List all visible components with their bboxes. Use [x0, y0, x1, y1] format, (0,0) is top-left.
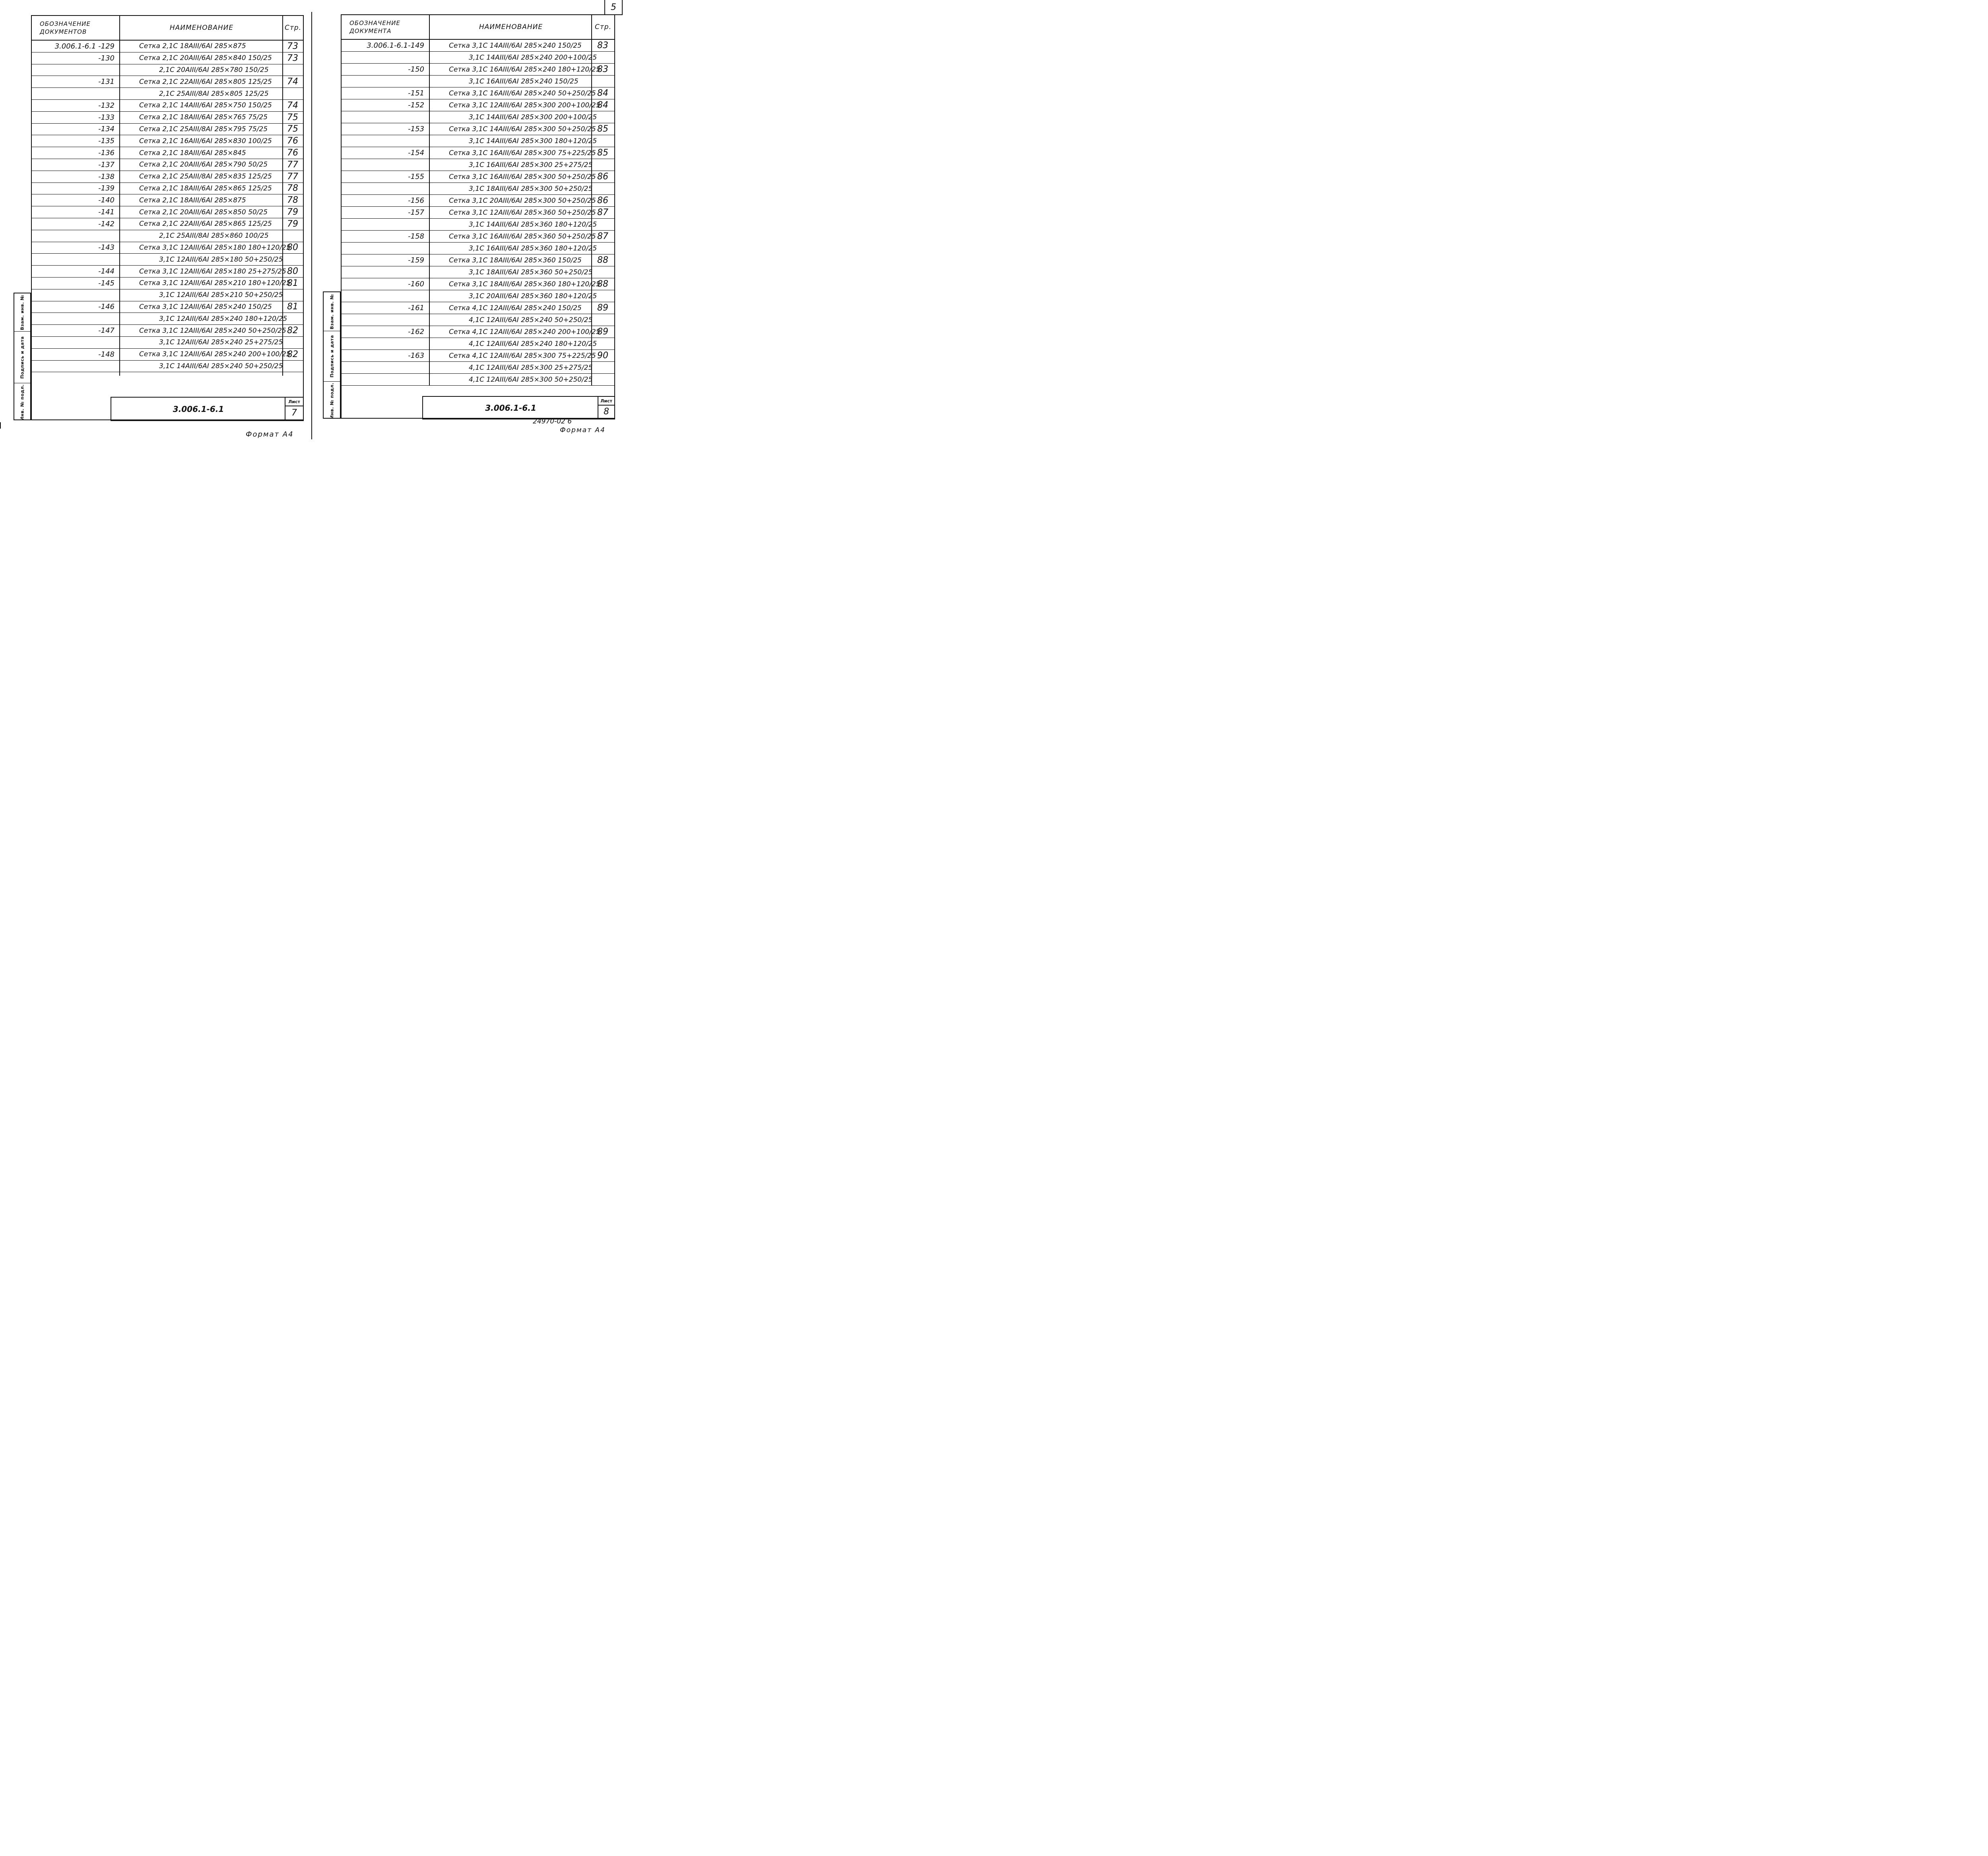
right-row-name: Сетка 3,1С 12AIII/6AI 285×360 50+250/25	[449, 208, 596, 217]
right-table-row	[342, 76, 614, 87]
right-row-page	[591, 111, 614, 123]
left-row-name: Сетка 3,1С 12AIII/6AI 285×180 180+120/25	[139, 243, 291, 252]
left-side-label-2: Подпись и дата	[19, 336, 25, 379]
left-row-name: Сетка 2,1С 20AIII/6AI 285×840 150/25	[139, 54, 272, 62]
left-row-name: Сетка 3,1С 12AIII/6AI 285×240 50+250/25	[139, 326, 286, 335]
right-table-row	[342, 99, 614, 111]
left-row-name: Сетка 2,1С 18AIII/6AI 285×875	[139, 196, 246, 204]
right-row-page: 84	[597, 88, 608, 98]
right-row-name: 3,1С 14AIII/6AI 285×360 180+120/25	[469, 220, 597, 229]
right-row-name: Сетка 3,1С 14AIII/6AI 285×300 50+250/25	[449, 125, 596, 133]
left-table-row	[32, 206, 303, 218]
left-row-page: 76	[287, 148, 298, 158]
right-row-code: -153	[408, 125, 424, 133]
left-table-row	[32, 266, 303, 278]
left-row-page: 78	[287, 183, 298, 194]
left-row-code: -144	[98, 267, 115, 276]
left-row-page	[282, 361, 303, 372]
right-row-code: -160	[408, 280, 424, 288]
right-row-name: 4,1С 12AIII/6AI 285×240 50+250/25	[469, 316, 593, 324]
left-table-row	[32, 64, 303, 76]
right-row-code	[342, 183, 429, 194]
right-table-row	[342, 207, 614, 219]
left-row-code: -132	[98, 101, 115, 110]
left-table-row	[32, 41, 303, 52]
right-sheet-cell	[598, 397, 614, 419]
right-row-code	[342, 111, 429, 123]
left-table-row	[32, 361, 303, 373]
right-table-row	[342, 52, 614, 64]
left-row-code	[32, 254, 119, 265]
right-row-name: Сетка 3,1С 16AIII/6AI 285×300 50+250/25	[449, 173, 596, 181]
left-row-page: 75	[287, 124, 298, 134]
left-row-page: 82	[287, 349, 298, 359]
right-row-page	[591, 219, 614, 230]
left-row-page: 75	[287, 112, 298, 122]
right-row-page: 89	[597, 327, 608, 337]
right-table-row	[342, 219, 614, 231]
right-side-signature	[324, 331, 340, 382]
right-row-code	[342, 159, 429, 171]
left-row-page: 79	[287, 219, 298, 229]
right-table-row	[342, 278, 614, 290]
right-row-page	[591, 243, 614, 254]
right-row-page	[591, 266, 614, 278]
left-table-row	[32, 278, 303, 289]
left-sheet-cell	[285, 398, 303, 420]
right-row-name: Сетка 3,1С 16AIII/6AI 285×360 50+250/25	[449, 232, 596, 241]
right-sheet	[341, 14, 615, 419]
left-row-code: -148	[98, 350, 115, 359]
right-row-code	[342, 290, 429, 302]
left-row-code: -147	[98, 326, 115, 335]
left-table-row	[32, 313, 303, 325]
left-row-code: -136	[98, 149, 115, 157]
right-sheet-number: 8	[604, 407, 609, 417]
right-row-page	[591, 362, 614, 373]
right-row-name: Сетка 4,1С 12AIII/6AI 285×240 150/25	[449, 304, 582, 312]
left-side-strip	[14, 293, 31, 420]
left-row-name: Сетка 2,1С 18AIII/6AI 285×875	[139, 42, 246, 50]
right-row-page	[591, 135, 614, 147]
left-row-code: -146	[98, 303, 115, 311]
right-row-page	[591, 159, 614, 171]
left-row-page: 73	[287, 41, 298, 51]
right-header-code: ОБОЗНАЧЕНИЕ ДОКУМЕНТА	[349, 19, 400, 35]
left-row-name: Сетка 3,1С 12AIII/6AI 285×240 200+100/25	[139, 350, 291, 359]
left-row-code: -140	[98, 196, 115, 205]
left-row-code	[32, 88, 119, 99]
left-row-code: -138	[98, 172, 115, 181]
right-header-name: НАИМЕНОВАНИЕ	[479, 23, 543, 31]
right-table-row	[342, 183, 614, 195]
left-side-label-1: Инв. № подл.	[19, 384, 25, 421]
right-row-page: 87	[597, 208, 608, 217]
left-row-page	[282, 88, 303, 99]
left-table-row	[32, 88, 303, 100]
left-row-page	[282, 230, 303, 242]
left-row-code: -137	[98, 160, 115, 169]
right-table-row	[342, 302, 614, 314]
right-row-name: 4,1С 12AIII/6AI 285×300 25+275/25	[469, 363, 593, 372]
right-row-code	[342, 243, 429, 254]
left-title-block	[111, 397, 304, 421]
left-row-page: 80	[287, 243, 298, 253]
right-row-name: 4,1С 12AIII/6AI 285×300 50+250/25	[469, 375, 593, 384]
left-table-row	[32, 254, 303, 266]
right-table-row	[342, 326, 614, 338]
right-table-row	[342, 338, 614, 350]
right-row-page: 85	[597, 124, 608, 134]
left-header-code: ОБОЗНАЧЕНИЕ ДОКУМЕНТОВ	[40, 20, 91, 35]
right-row-code: -152	[408, 101, 424, 109]
right-row-code: -150	[408, 65, 424, 74]
right-row-name: 3,1С 16AIII/6AI 285×360 180+120/25	[469, 244, 597, 252]
right-table-row	[342, 87, 614, 99]
left-sheet-number: 7	[291, 408, 297, 418]
left-row-name: Сетка 2,1С 14AIII/6AI 285×750 150/25	[139, 101, 272, 110]
right-row-page: 86	[597, 172, 608, 182]
right-row-code: -155	[408, 173, 424, 181]
right-row-name: Сетка 3,1С 18AIII/6AI 285×360 150/25	[449, 256, 582, 264]
right-row-page: 84	[597, 100, 608, 110]
right-format-note: Формат А4	[560, 426, 606, 434]
left-row-name: Сетка 3,1С 12AIII/6AI 285×210 180+120/25	[139, 279, 291, 287]
right-row-page: 85	[597, 148, 608, 158]
right-side-strip	[323, 291, 341, 419]
left-row-name: 2,1С 25AIII/8AI 285×860 100/25	[159, 232, 269, 240]
left-row-code	[32, 337, 119, 348]
right-row-code	[342, 266, 429, 278]
right-row-code: -154	[408, 149, 424, 157]
right-table-row	[342, 243, 614, 254]
right-side-exchange	[324, 292, 340, 331]
right-row-name: Сетка 3,1С 16AIII/6AI 285×240 50+250/25	[449, 89, 596, 97]
right-row-page	[591, 374, 614, 385]
left-row-page: 82	[287, 326, 298, 336]
right-row-name: Сетка 3,1С 18AIII/6AI 285×360 180+120/25	[449, 280, 600, 288]
right-row-name: Сетка 4,1С 12AIII/6AI 285×300 75+225/25	[449, 351, 596, 360]
right-side-label-1: Инв. № подл.	[329, 382, 334, 419]
right-row-page	[591, 290, 614, 302]
right-side-inventory	[324, 382, 340, 419]
left-row-page	[282, 337, 303, 348]
right-table-row	[342, 147, 614, 159]
left-table-header	[32, 16, 303, 41]
right-row-page	[591, 76, 614, 87]
left-table-row	[32, 337, 303, 349]
left-row-name: 3,1С 12AIII/6AI 285×210 50+250/25	[159, 291, 283, 299]
left-row-page: 73	[287, 53, 298, 63]
right-row-name: 4,1С 12AIII/6AI 285×240 180+120/25	[469, 340, 597, 348]
right-table-row	[342, 350, 614, 362]
right-row-name: Сетка 3,1С 16AIII/6AI 285×240 180+120/25	[449, 65, 600, 74]
right-table-row	[342, 195, 614, 207]
left-row-code	[32, 64, 119, 76]
right-header-page: Стр.	[595, 23, 612, 31]
left-row-page: 77	[287, 171, 298, 182]
right-row-page: 90	[597, 351, 608, 361]
right-row-name: Сетка 3,1С 16AIII/6AI 285×300 75+225/25	[449, 149, 596, 157]
left-row-name: Сетка 2,1С 18AIII/6AI 285×865 125/25	[139, 184, 272, 192]
edge-mark	[0, 422, 1, 429]
right-row-code	[342, 374, 429, 385]
left-row-name: Сетка 2,1С 16AIII/6AI 285×830 100/25	[139, 137, 272, 145]
left-row-page: 79	[287, 207, 298, 217]
right-row-name: 3,1С 14AIII/6AI 285×300 180+120/25	[469, 137, 597, 145]
left-row-code	[32, 361, 119, 372]
right-side-label-2: Подпись и дата	[329, 335, 334, 378]
left-row-name: Сетка 2,1С 22AIII/6AI 285×805 125/25	[139, 78, 272, 86]
right-row-page	[591, 338, 614, 349]
left-table-row	[32, 218, 303, 230]
right-row-name: Сетка 3,1С 12AIII/6AI 285×300 200+100/25	[449, 101, 600, 109]
left-table-row	[32, 112, 303, 124]
left-row-code: -130	[98, 54, 115, 62]
right-row-page: 88	[597, 255, 608, 265]
left-row-code: -131	[98, 78, 115, 86]
left-row-page	[282, 313, 303, 324]
right-row-code: -158	[408, 232, 424, 241]
right-table-row	[342, 362, 614, 374]
right-row-code	[342, 314, 429, 326]
right-table-row	[342, 135, 614, 147]
right-row-code: -151	[408, 89, 424, 97]
right-row-page	[591, 52, 614, 63]
right-row-code: -159	[408, 256, 424, 264]
left-table-row	[32, 242, 303, 254]
fold-line	[311, 12, 312, 439]
right-row-name: 3,1С 18AIII/6AI 285×300 50+250/25	[469, 184, 593, 193]
left-table-row	[32, 100, 303, 112]
right-row-name: 3,1С 16AIII/6AI 285×300 25+275/25	[469, 161, 593, 169]
left-row-page	[282, 64, 303, 76]
right-row-code: -162	[408, 328, 424, 336]
right-row-page	[591, 183, 614, 194]
left-row-name: 3,1С 12AIII/6AI 285×240 25+275/25	[159, 338, 283, 347]
right-row-name: 3,1С 20AIII/6AI 285×360 180+120/25	[469, 292, 597, 300]
right-table-row	[342, 254, 614, 266]
right-table-row	[342, 374, 614, 386]
right-table-row	[342, 64, 614, 76]
left-row-code: -135	[98, 137, 115, 146]
right-row-code	[342, 52, 429, 63]
left-row-code	[32, 313, 119, 324]
left-table-row	[32, 301, 303, 313]
left-row-page: 74	[287, 100, 298, 111]
left-row-code: -141	[98, 208, 115, 217]
left-table-row	[32, 159, 303, 171]
left-table-row	[32, 289, 303, 301]
left-table-row	[32, 183, 303, 195]
right-sheet-label: Лист	[598, 397, 614, 406]
left-row-name: Сетка 2,1С 25AIII/8AI 285×795 75/25	[139, 125, 268, 133]
left-table-row	[32, 194, 303, 206]
left-row-code	[32, 230, 119, 242]
right-row-code	[342, 135, 429, 147]
right-bottom-number: 24970-02 6	[533, 417, 572, 425]
left-table-row	[32, 52, 303, 64]
left-row-page: 78	[287, 195, 298, 206]
left-row-code: -142	[98, 219, 115, 228]
right-row-code: -157	[408, 208, 424, 217]
right-row-page: 83	[597, 64, 608, 74]
right-row-page: 88	[597, 279, 608, 289]
right-row-page: 83	[597, 41, 608, 50]
left-row-page: 74	[287, 77, 298, 87]
left-row-code: -143	[98, 243, 115, 252]
right-row-code: -163	[408, 351, 424, 360]
right-table-row	[342, 40, 614, 52]
right-row-name: 3,1С 14AIII/6AI 285×300 200+100/25	[469, 113, 597, 121]
right-row-page: 86	[597, 196, 608, 206]
left-table-row	[32, 230, 303, 242]
right-table-row	[342, 123, 614, 135]
right-title-block	[422, 396, 615, 419]
left-table-row	[32, 171, 303, 183]
right-row-name: Сетка 4,1С 12AIII/6AI 285×240 200+100/25	[449, 328, 600, 336]
left-row-name: 2,1С 20AIII/6AI 285×780 150/25	[159, 66, 269, 74]
left-row-code: 3.006.1-6.1 -129	[54, 42, 115, 50]
left-format-note: Формат А4	[246, 430, 294, 439]
left-row-page	[282, 254, 303, 265]
left-doc-number: 3.006.1-6.1	[173, 404, 224, 414]
right-row-name: 3,1С 14AIII/6AI 285×240 200+100/25	[469, 53, 597, 62]
left-row-name: 2,1С 25AIII/8AI 285×805 125/25	[159, 89, 269, 98]
left-table-row	[32, 124, 303, 136]
left-row-name: Сетка 2,1С 20AIII/6AI 285×850 50/25	[139, 208, 268, 216]
right-table-row	[342, 266, 614, 278]
right-row-name: Сетка 3,1С 20AIII/6AI 285×300 50+250/25	[449, 196, 596, 205]
right-side-label-3: Взам. инв. №	[329, 294, 334, 329]
left-row-code: -134	[98, 125, 115, 134]
corner-page-number: 5	[604, 0, 623, 15]
right-row-code: -161	[408, 304, 424, 312]
left-row-page	[282, 289, 303, 301]
left-table-row	[32, 325, 303, 337]
left-sheet-label: Лист	[285, 398, 303, 406]
right-table-row	[342, 159, 614, 171]
right-row-code: -156	[408, 196, 424, 205]
left-table-row	[32, 349, 303, 361]
right-table-row	[342, 171, 614, 183]
left-side-inventory	[14, 383, 30, 421]
left-header-page: Стр.	[285, 24, 301, 32]
left-row-page: 80	[287, 266, 298, 277]
left-row-name: Сетка 3,1С 12AIII/6AI 285×240 150/25	[139, 303, 272, 311]
left-row-page: 81	[287, 278, 298, 288]
left-row-name: Сетка 2,1С 22AIII/6AI 285×865 125/25	[139, 220, 272, 228]
right-row-code	[342, 362, 429, 373]
left-row-name: 3,1С 12AIII/6AI 285×240 180+120/25	[159, 315, 287, 323]
right-row-code	[342, 76, 429, 87]
left-row-name: Сетка 2,1С 20AIII/6AI 285×790 50/25	[139, 161, 268, 169]
left-row-name: Сетка 2,1С 25AIII/8AI 285×835 125/25	[139, 173, 272, 181]
right-table-row	[342, 111, 614, 123]
left-row-code	[32, 289, 119, 301]
left-side-signature	[14, 332, 30, 383]
right-table-row	[342, 231, 614, 243]
left-row-name: 3,1С 14AIII/6AI 285×240 50+250/25	[159, 362, 283, 370]
right-row-code	[342, 219, 429, 230]
right-row-page: 87	[597, 231, 608, 241]
right-table-header	[342, 15, 614, 40]
left-row-code: -133	[98, 113, 115, 122]
left-row-code: -145	[98, 279, 115, 287]
right-row-name: 3,1С 16AIII/6AI 285×240 150/25	[469, 77, 579, 85]
left-row-page: 77	[287, 159, 298, 170]
right-table-row	[342, 290, 614, 302]
right-row-name: Сетка 3,1С 14AIII/6AI 285×240 150/25	[449, 41, 582, 50]
left-side-exchange	[14, 293, 30, 332]
right-table-row	[342, 314, 614, 326]
left-table-row	[32, 76, 303, 88]
right-row-code	[342, 338, 429, 349]
left-row-name: Сетка 3,1С 12AIII/6AI 285×180 25+275/25	[139, 267, 286, 276]
left-row-code: -139	[98, 184, 115, 193]
right-row-name: 3,1С 18AIII/6AI 285×360 50+250/25	[469, 268, 593, 276]
left-row-name: 3,1С 12AIII/6AI 285×180 50+250/25	[159, 255, 283, 264]
right-row-page	[591, 314, 614, 326]
left-table-row	[32, 147, 303, 159]
right-row-page: 89	[597, 303, 608, 313]
right-doc-number: 3.006.1-6.1	[485, 403, 536, 413]
right-row-code: 3.006.1-6.1-149	[367, 41, 424, 50]
left-row-page: 81	[287, 302, 298, 312]
left-table-row	[32, 135, 303, 147]
left-header-name: НАИМЕНОВАНИЕ	[169, 24, 234, 32]
left-row-name: Сетка 2,1С 18AIII/6AI 285×765 75/25	[139, 113, 268, 122]
left-side-label-3: Взам. инв. №	[19, 295, 25, 330]
left-sheet	[31, 15, 304, 420]
left-row-name: Сетка 2,1С 18AIII/6AI 285×845	[139, 149, 246, 157]
left-row-page: 76	[287, 136, 298, 146]
